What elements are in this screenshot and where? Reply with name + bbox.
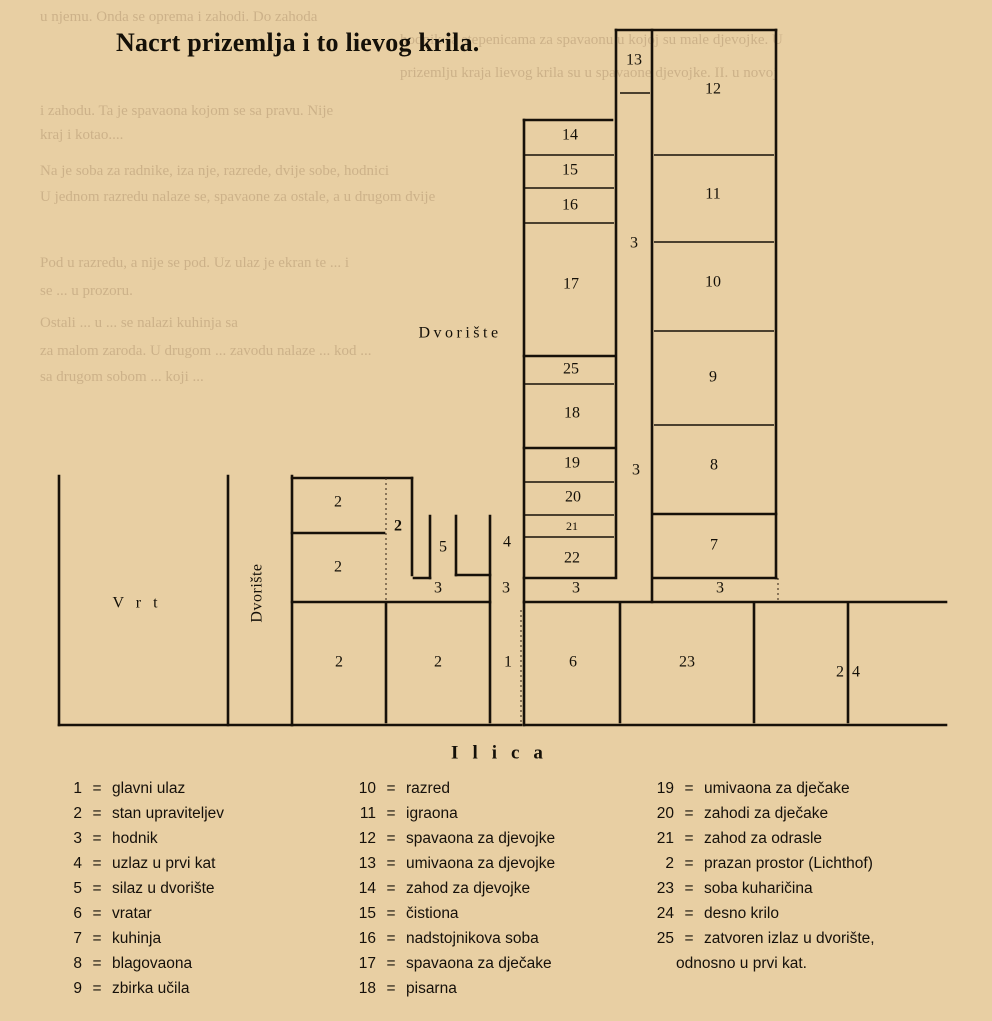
legend-number: 16 bbox=[358, 930, 376, 947]
garden-label: V r t bbox=[112, 594, 162, 612]
legend-text: zahod za odrasle bbox=[704, 830, 823, 847]
legend-item: 8 = blagovaona bbox=[60, 951, 224, 976]
legend-text: pisarna bbox=[406, 980, 457, 997]
bg-line: i zahodu. Ta je spavaona kojom se sa pravu. Nije bbox=[40, 103, 334, 119]
legend-number: 12 bbox=[358, 830, 376, 847]
legend-item: 2 = stan upraviteljev bbox=[60, 801, 224, 826]
courtyard-side-label: Dvorište bbox=[248, 563, 266, 623]
room-label: 2 bbox=[334, 558, 342, 576]
legend-number: 23 bbox=[656, 880, 674, 897]
room-label: 10 bbox=[705, 273, 721, 291]
legend-item: 3 = hodnik bbox=[60, 826, 224, 851]
legend-column-2 bbox=[352, 776, 555, 1001]
legend-number: 13 bbox=[358, 855, 376, 872]
room-label: 2 bbox=[836, 663, 844, 681]
room-label: 3 bbox=[502, 579, 510, 597]
legend-column-3 bbox=[650, 776, 875, 976]
legend-number: 2 bbox=[73, 805, 82, 822]
legend-text: stan upraviteljev bbox=[112, 805, 225, 822]
legend-number: 18 bbox=[358, 980, 376, 997]
legend-text: čistiona bbox=[406, 905, 459, 922]
room-label: 11 bbox=[705, 185, 721, 203]
legend-item-continued: odnosno u prvi kat. bbox=[676, 955, 807, 972]
legend-text: nadstojnikova soba bbox=[406, 930, 539, 947]
legend-item: 25 = zatvoren izlaz u dvorište, bbox=[650, 926, 875, 951]
legend-item: 7 = kuhinja bbox=[60, 926, 224, 951]
room-label: 18 bbox=[564, 404, 580, 422]
legend-item: 20 = zahodi za dječake bbox=[650, 801, 875, 826]
room-label: 15 bbox=[562, 161, 578, 179]
legend-text: uzlaz u prvi kat bbox=[112, 855, 216, 872]
legend-number: 21 bbox=[656, 830, 674, 847]
legend-text: prazan prostor (Lichthof) bbox=[704, 855, 873, 872]
bg-line: Na je soba za radnike, iza nje, razrede, dvije sobe, hodnici bbox=[40, 163, 390, 179]
legend-text: desno krilo bbox=[704, 905, 779, 922]
legend-text: glavni ulaz bbox=[112, 780, 186, 797]
legend-item: 17 = spavaona za dječake bbox=[352, 951, 555, 976]
legend-text: blagovaona bbox=[112, 955, 193, 972]
room-label: 3 bbox=[630, 234, 638, 252]
legend-text: spavaona za djevojke bbox=[406, 830, 556, 847]
room-label: 4 bbox=[852, 663, 860, 681]
room-label: 3 bbox=[434, 579, 442, 597]
legend-number: 15 bbox=[358, 905, 376, 922]
room-label: 22 bbox=[564, 549, 580, 567]
room-label: 16 bbox=[562, 196, 578, 214]
legend-number: 6 bbox=[73, 905, 82, 922]
room-label: 8 bbox=[710, 456, 718, 474]
bg-line: U jednom razredu nalaze se, spavaone za ostale, a u drugom dvije bbox=[40, 189, 436, 205]
legend-text: umivaona za dječake bbox=[704, 780, 850, 797]
room-label: 2 bbox=[335, 653, 343, 671]
bg-line: prizemlju kraja lievog krila su u spavaone djevojke. II. u novoj bbox=[400, 65, 778, 81]
legend-item: 23 = soba kuharičina bbox=[650, 876, 875, 901]
legend-item: 19 = umivaona za dječake bbox=[650, 776, 875, 801]
legend-number: 8 bbox=[73, 955, 82, 972]
room-label: 25 bbox=[563, 360, 579, 378]
room-label: 3 bbox=[716, 579, 724, 597]
legend-item: 12 = spavaona za djevojke bbox=[352, 826, 555, 851]
legend-number: 20 bbox=[656, 805, 674, 822]
bg-line: hodnik sa stepenicama za spavaonu u kojoj su male djevojke. U bbox=[400, 32, 783, 48]
page-title: Nacrt prizemlja i to lievog krila. bbox=[116, 28, 480, 57]
legend-text: zahodi za dječake bbox=[704, 805, 829, 822]
legend-text: vratar bbox=[112, 905, 152, 922]
legend-item: 15 = čistiona bbox=[352, 901, 555, 926]
legend-item: 16 = nadstojnikova soba bbox=[352, 926, 555, 951]
bg-line: u njemu. Onda se oprema i zahodi. Do zahoda bbox=[40, 9, 318, 25]
legend-text: zatvoren izlaz u dvorište, bbox=[704, 930, 875, 947]
room-label: 13 bbox=[626, 51, 642, 69]
legend-number: 11 bbox=[359, 805, 376, 822]
room-label: 4 bbox=[503, 533, 511, 551]
legend-number: 17 bbox=[358, 955, 376, 972]
legend-text: igraona bbox=[406, 805, 458, 822]
legend-number: 7 bbox=[73, 930, 82, 947]
legend-text: silaz u dvorište bbox=[112, 880, 215, 897]
bg-line: Ostali ... u ... se nalazi kuhinja sa bbox=[40, 315, 238, 331]
legend-number: 14 bbox=[358, 880, 376, 897]
legend-item: 5 = silaz u dvorište bbox=[60, 876, 224, 901]
legend-text: zbirka učila bbox=[112, 980, 190, 997]
legend-item: 18 = pisarna bbox=[352, 976, 555, 1001]
room-label: 2 bbox=[394, 517, 402, 535]
room-label: 17 bbox=[563, 275, 579, 293]
legend-text: kuhinja bbox=[112, 930, 162, 947]
legend-number: 5 bbox=[73, 880, 82, 897]
legend-number: 19 bbox=[656, 780, 674, 797]
room-label: 20 bbox=[565, 488, 581, 506]
bg-line: za malom zaroda. U drugom ... zavodu nalaze ... kod ... bbox=[40, 343, 372, 359]
legend-column-1 bbox=[60, 776, 224, 1001]
legend-number: 2 bbox=[665, 855, 674, 872]
legend-number: 10 bbox=[358, 780, 376, 797]
bg-line: Pod u razredu, a nije se pod. Uz ulaz je ekran te ... i bbox=[40, 255, 350, 271]
room-label: 2 bbox=[334, 493, 342, 511]
legend-number: 4 bbox=[73, 855, 82, 872]
room-label: 3 bbox=[632, 461, 640, 479]
room-label: 7 bbox=[710, 536, 718, 554]
room-label: 3 bbox=[572, 579, 580, 597]
room-label: 23 bbox=[679, 653, 695, 671]
bg-line: se ... u prozoru. bbox=[40, 283, 133, 299]
legend-item: 6 = vratar bbox=[60, 901, 224, 926]
legend-number: 25 bbox=[656, 930, 674, 947]
legend-text: zahod za djevojke bbox=[406, 880, 531, 897]
legend-item: 11 = igraona bbox=[352, 801, 555, 826]
bg-line: kraj i kotao.... bbox=[40, 127, 124, 143]
legend-item: 10 = razred bbox=[352, 776, 555, 801]
legend-text: hodnik bbox=[112, 830, 158, 847]
legend-text: razred bbox=[406, 780, 450, 797]
legend-number: 3 bbox=[73, 830, 82, 847]
room-label: 6 bbox=[569, 653, 577, 671]
legend-text: spavaona za dječake bbox=[406, 955, 552, 972]
courtyard-label: Dvorište bbox=[418, 324, 502, 342]
room-label: 14 bbox=[562, 126, 578, 144]
legend-item: 13 = umivaona za djevojke bbox=[352, 851, 555, 876]
legend-text: soba kuharičina bbox=[704, 880, 813, 897]
legend-item: 9 = zbirka učila bbox=[60, 976, 224, 1001]
legend-item: 21 = zahod za odrasle bbox=[650, 826, 875, 851]
legend-item: 1 = glavni ulaz bbox=[60, 776, 224, 801]
room-label: 1 bbox=[504, 653, 512, 671]
room-label: 19 bbox=[564, 454, 580, 472]
legend-number: 1 bbox=[73, 780, 82, 797]
legend-item: 2 = prazan prostor (Lichthof) bbox=[650, 851, 875, 876]
room-label: 12 bbox=[705, 80, 721, 98]
legend-number: 24 bbox=[656, 905, 674, 922]
legend-text: umivaona za djevojke bbox=[406, 855, 556, 872]
legend-item: 24 = desno krilo bbox=[650, 901, 875, 926]
legend-item: 14 = zahod za djevojke bbox=[352, 876, 555, 901]
legend-item: 4 = uzlaz u prvi kat bbox=[60, 851, 224, 876]
bg-line: sa drugom sobom ... koji ... bbox=[40, 369, 204, 385]
street-label: Ilica bbox=[451, 742, 557, 764]
room-label: 9 bbox=[709, 368, 717, 386]
room-label: 2 bbox=[434, 653, 442, 671]
room-label: 5 bbox=[439, 538, 447, 556]
legend-number: 9 bbox=[73, 980, 82, 997]
room-label: 21 bbox=[566, 518, 578, 533]
